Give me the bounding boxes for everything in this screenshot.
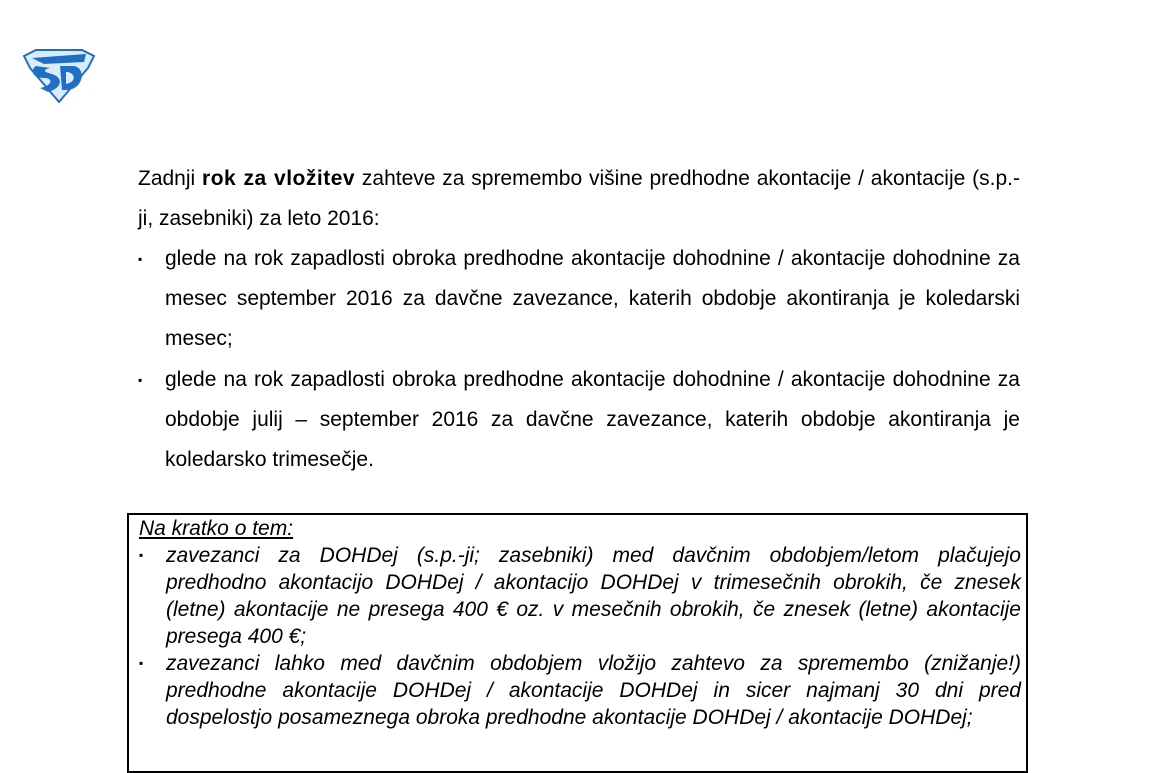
intro-text-end: zahteve za spremembo višine predhodne akontacije / akontacije (s.p.-ji, zasebniki) za leto 2016:: [138, 167, 1020, 230]
intro-text-start: Zadnji: [138, 167, 196, 190]
sd-logo-icon: [22, 48, 96, 104]
list-item-text: glede na rok zapadlosti obroka predhodne akontacije dohodnine / akontacije dohodnine za mesec september 2016 za davčne zavezance, katerih obdobje akontiranja je koledarski mesec;: [165, 247, 1020, 350]
bullet-icon: ▪: [138, 252, 143, 266]
bullet-icon: ▪: [139, 656, 144, 670]
list-item: [138, 360, 1020, 480]
intro-paragraph: [138, 159, 1020, 239]
list-item-text: zavezanci za DOHDej (s.p.-ji; zasebniki) med davčnim obdobjem/letom plačujejo predhodno akontacijo DOHDej / akontacijo DOHDej v trimesečnih obrokih, če znesek (letne) akontacije ne presega 400 € oz. v mesečnih obrokih, če znesek (letne) akontacije presega 400 €;: [166, 544, 1021, 648]
summary-box: [127, 513, 1028, 773]
list-item: [138, 239, 1020, 359]
list-item: [139, 650, 1021, 731]
list-item: [139, 542, 1021, 650]
list-item-text: zavezanci lahko med davčnim obdobjem vložijo zahtevo za spremembo (znižanje!) predhodne akontacije DOHDej / akontacije DOHDej in sicer najmanj 30 dni pred dospelostjo posameznega obroka predhodne akontacije DOHDej / akontacije DOHDej;: [166, 652, 1021, 729]
bullet-icon: ▪: [139, 548, 144, 562]
intro-bold-phrase: rok za vložitev: [202, 167, 356, 190]
list-item-text: glede na rok zapadlosti obroka predhodne akontacije dohodnine / akontacije dohodnine za obdobje julij – september 2016 za davčne zavezance, katerih obdobje akontiranja je koledarsko trimesečje.: [165, 368, 1020, 471]
summary-heading: Na kratko o tem:: [139, 517, 294, 540]
bullet-icon: ▪: [138, 373, 143, 387]
